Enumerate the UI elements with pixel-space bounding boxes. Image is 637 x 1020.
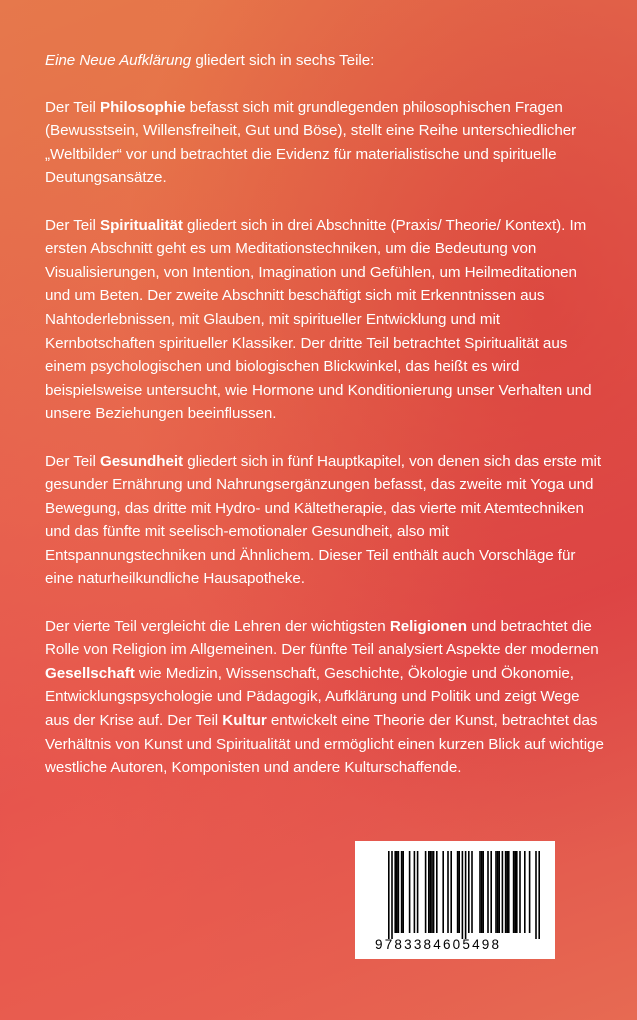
barcode-bar — [462, 851, 464, 939]
barcode-bar — [436, 851, 438, 933]
barcode-bar — [529, 851, 531, 933]
barcode-bar — [471, 851, 473, 933]
paragraph-religion-gesellschaft-kultur: Der vierte Teil vergleicht die Lehren der wichtigsten Religionen und betrachtet die Rolle von Religion im Allgemeinen. Der fünfte Teil analysiert Aspekte der modernen Gesellschaft wie Medizin, Wissenschaft, Geschichte, Ökologie und Ökonomie, Entwicklungspsychologie und Pädagogik, Aufklärung und Politik und zeigt Wege aus der Krise auf. Der Teil Kultur entwickelt eine Theorie der Kunst, betrachtet das Verhältnis von Kunst und Spiritualität und ermöglicht einen kurzen Blick auf wichtige westliche Autoren, Komponisten und andere Kulturschaffende. — [45, 617, 604, 777]
barcode-bar — [490, 851, 492, 933]
barcode-bar — [409, 851, 411, 933]
barcode-bar — [417, 851, 419, 933]
barcode-bar — [396, 851, 398, 933]
barcode-bar — [498, 851, 500, 933]
keyword-religionen: Religionen — [389, 617, 467, 635]
back-cover-text — [45, 49, 605, 803]
barcode-bar — [402, 851, 404, 933]
barcode-bar — [465, 851, 467, 939]
paragraph-spiritualitaet: Der Teil Spiritualität gliedert sich in drei Abschnitte (Praxis/ Theorie/ Kontext). Im ersten Abschnitt geht es um Meditationstechniken, um die Bedeutung von Visualisierungen, von Intention, Imagination und Gefühlen, um Heilmeditationen und um Beten. Der zweite Abschnitt beschäftigt sich mit Erkenntnissen aus Nahtoderlebnissen, mit Glauben, mit spiritueller Entwicklung und mit Kernbotschaften spiritueller Klassiker. Der dritte Teil betrachtet Spiritualität aus einem psychologischen und biologischen Blickwinkel, das heißt es wird beispielsweise untersucht, wie Hormone und Konditionierung unser Verhalten und unsere Beziehungen beeinflussen. — [45, 216, 592, 423]
barcode-bar — [431, 851, 433, 933]
intro-line: Eine Neue Aufklärung gliedert sich in sechs Teile: — [45, 52, 375, 69]
barcode-bar — [538, 851, 540, 939]
barcode-bar — [487, 851, 489, 933]
barcode-bar — [524, 851, 526, 933]
book-title: Eine Neue Aufklärung — [45, 52, 192, 69]
barcode-bar — [430, 851, 432, 933]
barcode-bar — [508, 851, 510, 933]
barcode-bar — [401, 851, 403, 933]
barcode-bar — [519, 851, 521, 933]
barcode-bar — [458, 851, 460, 933]
barcode-bar — [447, 851, 449, 933]
barcode-bar — [457, 851, 459, 933]
barcode-number: 9783384605498 — [375, 937, 502, 952]
barcode-bar — [505, 851, 507, 933]
barcode-bar — [388, 851, 390, 939]
barcode-bar — [425, 851, 427, 933]
barcode-bar — [442, 851, 444, 933]
isbn-barcode — [355, 841, 555, 959]
barcode-bar — [497, 851, 499, 933]
barcode-bar — [514, 851, 516, 933]
keyword-gesundheit: Gesundheit — [99, 452, 184, 470]
keyword-kultur: Kultur — [222, 712, 267, 730]
barcode-bar — [513, 851, 515, 933]
barcode-bar — [468, 851, 470, 933]
barcode-bar — [482, 851, 484, 933]
barcode-bar — [450, 851, 452, 933]
keyword-gesellschaft: Gesellschaft — [45, 664, 135, 682]
barcode-bar — [481, 851, 483, 933]
barcode-bar — [516, 851, 518, 933]
barcode-bar — [398, 851, 400, 933]
barcode-bar — [502, 851, 504, 933]
barcode-bar — [391, 851, 393, 939]
barcode-bar — [414, 851, 416, 933]
barcode-bar — [428, 851, 430, 933]
paragraph-philosophie: Der Teil Philosophie befasst sich mit grundlegenden philosophischen Fragen (Bewusstsein, Willensfreiheit, Gut und Böse), stellt eine Reihe unterschiedlicher „Weltbilder“ vor und betrachtet die Evidenz für materialistische und spirituelle Deutungsansätze. — [45, 98, 577, 187]
barcode-bar — [506, 851, 508, 933]
barcode-bar — [495, 851, 497, 933]
barcode-bar — [433, 851, 435, 933]
barcode-bar — [535, 851, 537, 939]
barcode-bar — [394, 851, 396, 933]
paragraph-gesundheit: Der Teil Gesundheit gliedert sich in fünf Hauptkapitel, von denen sich das erste mit gesunder Ernährung und Nahrungsergänzungen befasst, das zweite mit Yoga und Bewegung, das dritte mit Hydro- und Kältetherapie, das vierte mit Atemtechniken und das fünfte mit seelisch-emotionaler Gesundheit, also mit Entspannungstechniken und Ähnlichem. Dieser Teil enthält auch Vorschläge für eine naturheilkundliche Hausapotheke. — [45, 452, 602, 588]
keyword-spiritualitaet: Spiritualität — [99, 216, 183, 234]
keyword-philosophie: Philosophie — [99, 98, 186, 116]
barcode-bar — [479, 851, 481, 933]
